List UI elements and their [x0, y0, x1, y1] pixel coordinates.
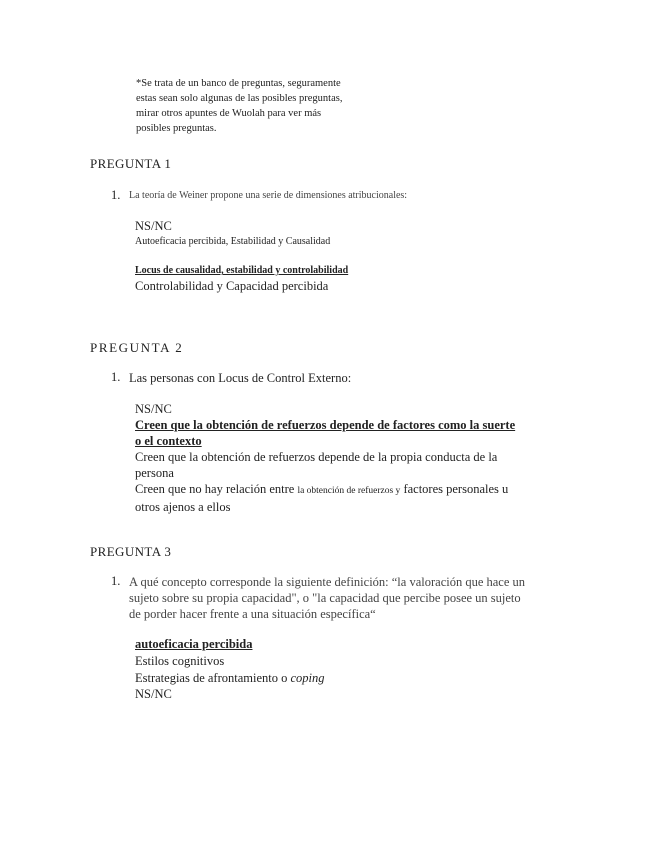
question-1-text: La teoría de Weiner propone una serie de dimensiones atribucionales: — [129, 190, 408, 201]
question-1-option-b[interactable]: Autoeficacia percibida, Estabilidad y Causalidad — [135, 236, 331, 247]
question-2-number: 1. — [111, 370, 121, 384]
question-3-option-b[interactable]: Estilos cognitivos — [135, 654, 225, 668]
question-3-option-a-correct[interactable]: autoeficacia percibida — [135, 637, 253, 651]
question-1-option-d[interactable]: Controlabilidad y Capacidad percibida — [135, 279, 329, 293]
question-3-option-d[interactable]: NS/NC — [135, 687, 172, 701]
question-1-option-a[interactable]: NS/NC — [135, 219, 172, 233]
option-d-part-3: factores personales u — [400, 482, 509, 496]
question-3-line: A qué concepto corresponde la siguiente definición: “la valoración que hace un — [129, 575, 526, 589]
question-3-number: 1. — [111, 574, 121, 588]
question-2-option-c[interactable] — [135, 449, 565, 481]
option-d-line-1 — [135, 481, 565, 499]
question-3-line: sujeto sobre su propia capacidad", o "la capacidad que percibe posee un sujeto — [129, 591, 521, 605]
option-b-line-1: Creen que la obtención de refuerzos depende de factores como la suerte — [135, 418, 516, 432]
question-3-heading: PREGUNTA 3 — [90, 544, 172, 559]
question-2-option-d[interactable] — [135, 481, 565, 515]
question-3-text — [129, 574, 579, 622]
note-line: mirar otros apuntes de Wuolah para ver más — [136, 108, 322, 119]
option-c-line-1: Creen que la obtención de refuerzos depende de la propia conducta de la — [135, 450, 498, 464]
question-2-option-a[interactable]: NS/NC — [135, 402, 172, 416]
question-1-option-c-correct[interactable]: Locus de causalidad, estabilidad y controlabilidad — [135, 265, 349, 276]
option-c-text: Estrategias de afrontamiento o — [135, 671, 291, 685]
option-d-part-1: Creen que no hay relación entre — [135, 482, 298, 496]
question-1-number: 1. — [111, 188, 121, 202]
question-1-heading: PREGUNTA 1 — [90, 156, 172, 171]
option-d-part-2: la obtención de refuerzos y — [297, 486, 401, 496]
note-line: posibles preguntas. — [136, 123, 217, 134]
option-c-line-2: persona — [135, 466, 174, 480]
option-b-line-2: o el contexto — [135, 434, 202, 448]
note-line: estas sean solo algunas de las posibles preguntas, — [136, 93, 343, 104]
option-d-line-2: otros ajenos a ellos — [135, 500, 231, 514]
question-2-option-b-correct[interactable] — [135, 417, 565, 449]
option-c-italic: coping — [290, 671, 325, 685]
question-3-option-c[interactable] — [135, 670, 565, 686]
intro-note — [136, 76, 376, 136]
question-3-line: de porder hacer frente a una situación específica“ — [129, 607, 376, 621]
note-line: *Se trata de un banco de preguntas, seguramente — [136, 78, 341, 89]
question-2-text: Las personas con Locus de Control Externo: — [129, 371, 352, 385]
question-2-heading: PREGUNTA 2 — [90, 340, 184, 355]
